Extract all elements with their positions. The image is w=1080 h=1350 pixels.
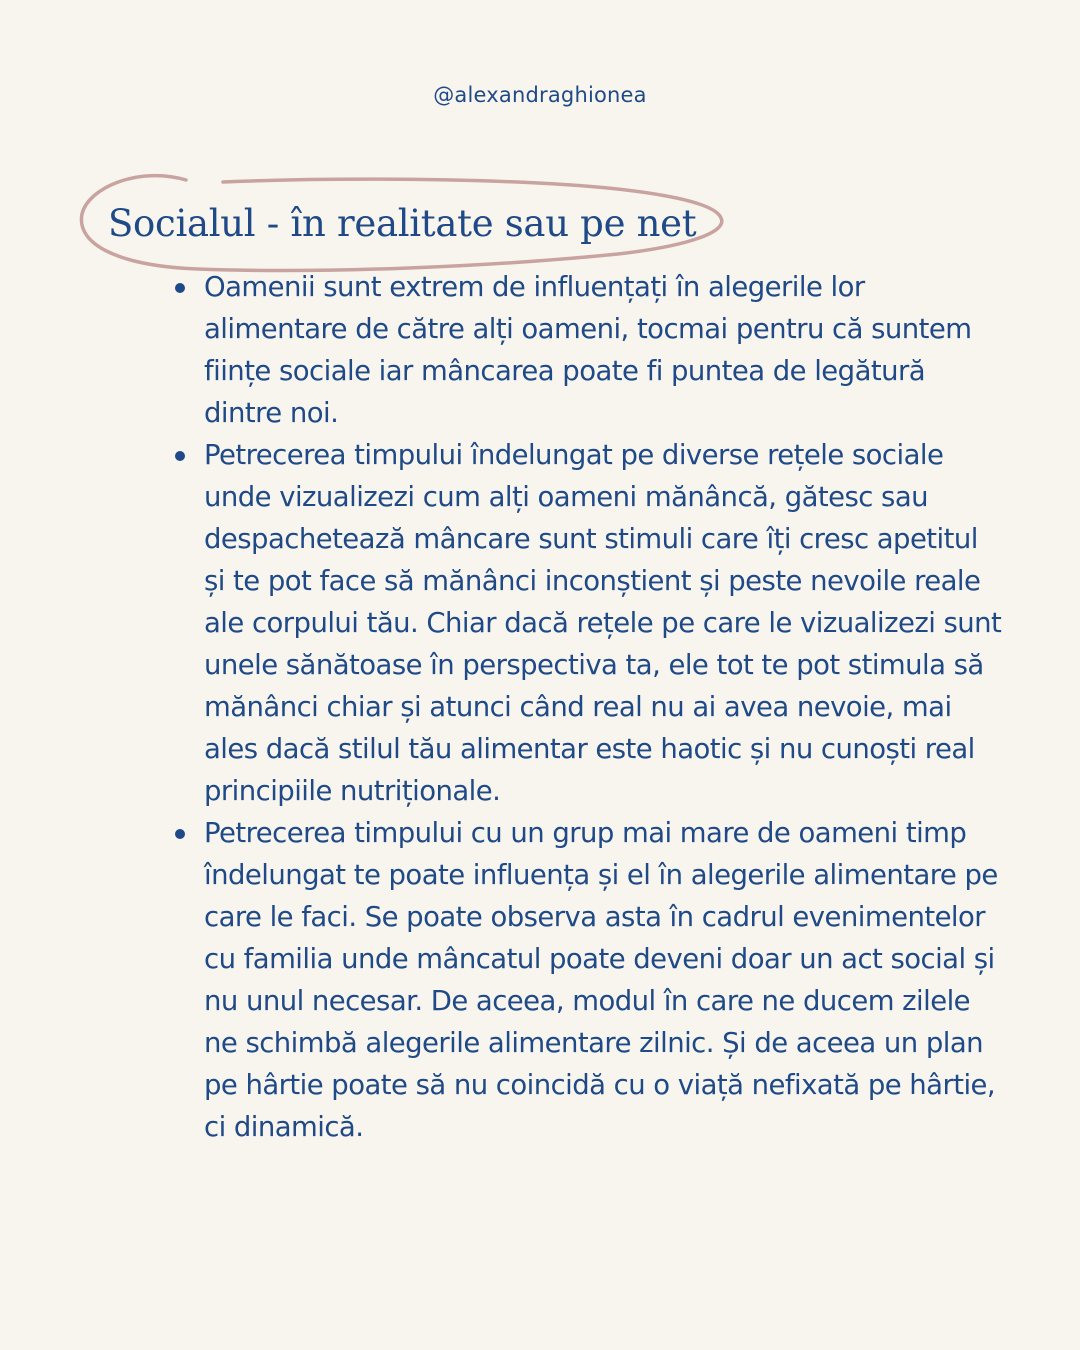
list-item — [172, 434, 1002, 812]
list-item — [172, 812, 1002, 1148]
bullet-list — [172, 266, 1002, 1148]
bullet-icon — [175, 451, 185, 461]
bullet-icon — [175, 829, 185, 839]
page-title: Socialul - în realitate sau pe net — [108, 202, 697, 245]
list-item-text: Oamenii sunt extrem de influențați în alegerile lor alimentare de către alți oameni, tocmai pentru că suntem ființe sociale iar mâncarea poate fi puntea de legătură dintre noi. — [204, 271, 972, 429]
account-handle: @alexandraghionea — [433, 83, 647, 107]
bullet-icon — [175, 283, 185, 293]
list-item-text: Petrecerea timpului îndelungat pe diverse rețele sociale unde vizualizezi cum alți oameni mănâncă, gătesc sau despachetează mâncare sunt stimuli care îți cresc apetitul și te pot face să mănânci inconștient și peste nevoile reale ale corpului tău. Chiar dacă rețele pe care le vizualizezi sunt unele sănătoase în perspectiva ta, ele tot te pot stimula să mănânci chiar și atunci când real nu ai avea nevoie, mai ales dacă stilul tău alimentar este haotic și nu cunoști real principiile nutriționale. — [204, 439, 1002, 807]
list-item — [172, 266, 1002, 434]
list-item-text: Petrecerea timpului cu un grup mai mare de oameni timp îndelungat te poate influența și el în alegerile alimentare pe care le faci. Se poate observa asta în cadrul evenimentelor cu familia unde mâncatul poate deveni doar un act social și nu unul necesar. De aceea, modul în care ne ducem zilele ne schimbă alegerile alimentare zilnic. Și de aceea un plan pe hârtie poate să nu coincidă cu o viață nefixată pe hârtie, ci dinamică. — [204, 817, 998, 1143]
title-block — [78, 168, 728, 274]
